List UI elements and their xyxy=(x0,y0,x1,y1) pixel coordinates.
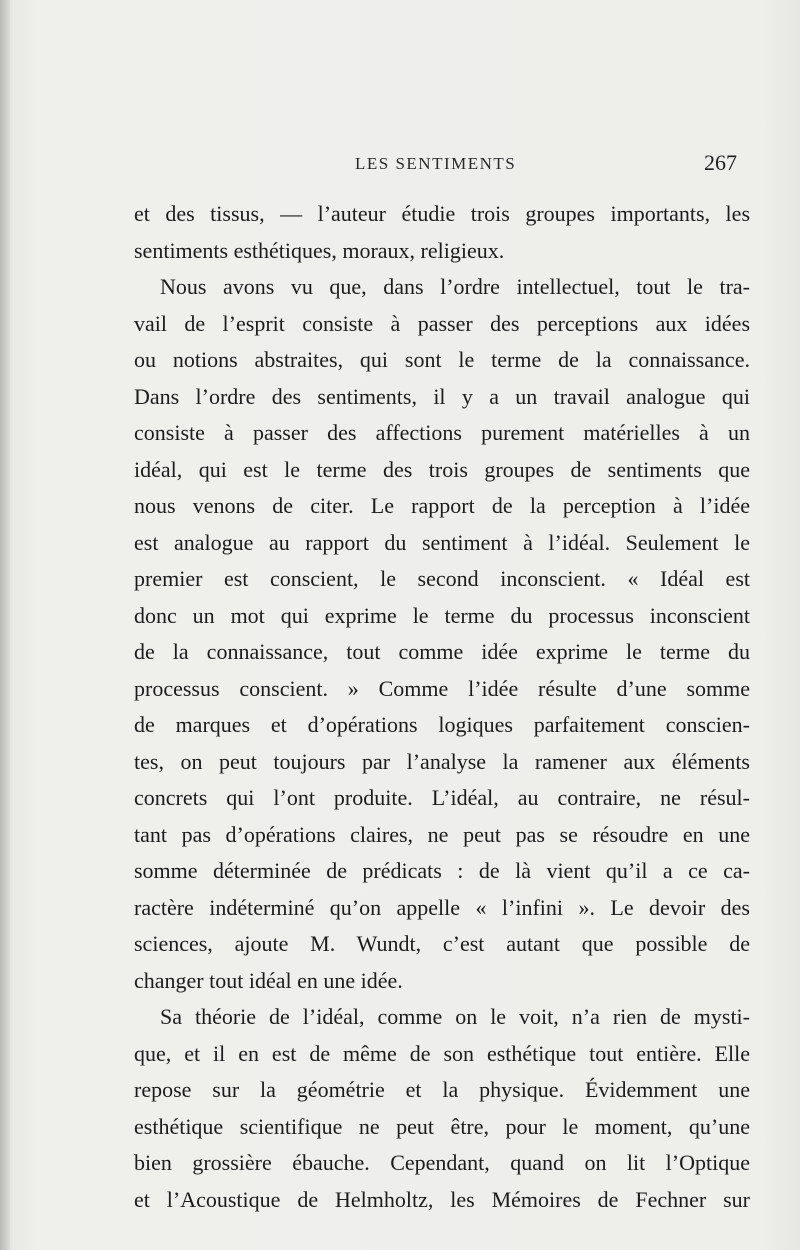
text-line: que, et il en est de même de son esthétique tout entière. Elle xyxy=(134,1040,750,1066)
text-line: tes, on peut toujours par l’analyse la ramener aux éléments xyxy=(134,748,750,774)
page-binding-edge xyxy=(0,0,10,1250)
text-line: concrets qui l’ont produite. L’idéal, au contraire, ne résul- xyxy=(134,785,750,810)
text-line: tant pas d’opérations claires, ne peut pas se résoudre en une xyxy=(134,821,750,847)
text-line: idéal, qui est le terme des trois groupes de sentiments que xyxy=(134,456,750,482)
text-line: ractère indéterminé qu’on appelle « l’infini ». Le devoir des xyxy=(134,894,750,920)
page-number: 267 xyxy=(704,150,737,175)
text-line: premier est conscient, le second inconscient. « Idéal est xyxy=(134,566,750,591)
text-line: ou notions abstraites, qui sont le terme de la connaissance. xyxy=(134,347,750,372)
text-line: donc un mot qui exprime le terme du processus inconscient xyxy=(134,602,750,628)
text-line: Dans l’ordre des sentiments, il y a un travail analogue qui xyxy=(134,383,750,409)
text-line: sentiments esthétiques, moraux, religieux. xyxy=(134,237,505,263)
text-line: de la connaissance, tout comme idée exprime le terme du xyxy=(134,639,750,664)
text-line: bien grossière ébauche. Cependant, quand on lit l’Optique xyxy=(134,1150,750,1175)
running-head: LES SENTIMENTS xyxy=(355,154,517,173)
text-line: est analogue au rapport du sentiment à l’idéal. Seulement le xyxy=(134,529,750,555)
text-line: sciences, ajoute M. Wundt, c’est autant que possible de xyxy=(134,931,750,956)
text-line: Nous avons vu que, dans l’ordre intellectuel, tout le tra- xyxy=(160,274,750,299)
text-line: changer tout idéal en une idée. xyxy=(134,967,403,993)
text-line: et des tissus, — l’auteur étudie trois groupes importants, les xyxy=(134,201,750,226)
text-line: esthétique scientifique ne peut être, pour le moment, qu’une xyxy=(134,1113,750,1139)
text-line: processus conscient. » Comme l’idée résulte d’une somme xyxy=(134,675,750,701)
text-line: nous venons de citer. Le rapport de la perception à l’idée xyxy=(134,493,750,518)
text-line: repose sur la géométrie et la physique. Évidemment une xyxy=(134,1077,750,1102)
text-line: somme déterminée de prédicats : de là vient qu’il a ce ca- xyxy=(134,858,750,883)
text-line: vail de l’esprit consiste à passer des perceptions aux idées xyxy=(134,310,750,336)
body-text xyxy=(134,196,750,1218)
text-line: et l’Acoustique de Helmholtz, les Mémoires de Fechner sur xyxy=(134,1186,750,1212)
text-line: consiste à passer des affections purement matérielles à un xyxy=(134,420,750,445)
text-line: de marques et d’opérations logiques parfaitement conscien- xyxy=(134,712,750,737)
text-line: Sa théorie de l’idéal, comme on le voit, n’a rien de mysti- xyxy=(160,1004,750,1029)
